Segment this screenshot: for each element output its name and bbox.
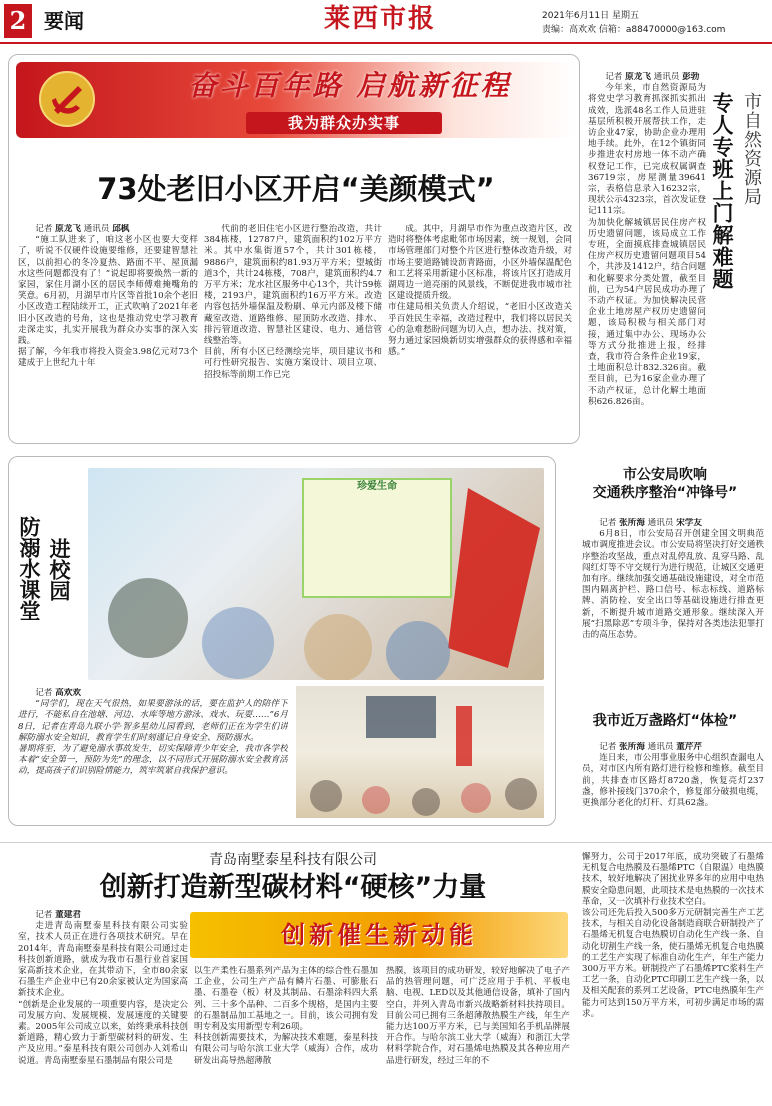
article6-company: 青岛南墅泰星科技有限公司: [209, 852, 377, 868]
article6-text-col2: 以生产柔性石墨系列产品为主体的综合性石墨加工企业，公司生产产品有鳞片石墨、可膨胀石墨、石墨卷（板）材及其制品、石墨涂料四大系列、三十多个品种、二百多个规格，是国内主要的石墨制品加工基地之一。目前，该公司拥有发明专利及实用新型专利26项。 科技创新需要技术，为解决技术难题，泰星科技有限公司与哈尔滨工业大学（威海）合作，成功研发出高导热超薄散: [194, 966, 378, 1066]
article1-byline: 记者 原龙飞 通讯员 邱枫: [35, 224, 130, 234]
article3-text: “同学们，现在天气很热，如果要游泳的话，要在监护人的陪伴下进行，不能私自在池塘、河边、水库等地方游泳、戏水、玩耍……”6月8日，记者在青岛九联小学·智多星幼儿园看到，老师们正在为学生们讲解防溺水安全知识，教育学生们时刻谨记自身安全、预防溺水。 暑期将至，为了避免溺水事故发生，切实保障青少年安全，我市各学校本着“安全第一，预防为先”的理念，以不同形式开展防溺水安全教育活动，提高孩子们识别险情能力，筑牢筑紧自我保护意识。: [18, 699, 288, 777]
article1-text-col2: 代前的老旧住宅小区进行整治改造，共计384栋楼，12787户，建筑面积约102万平方米。其中水集街道57个，共计301栋楼，9886户，建筑面积约81.93万平方米；望城街道3个，共计24栋楼，708户，建筑面积约4.7万平方米；龙水社区服务中心13个，共计59栋楼，2193户，建筑面积约16万平方米。改造内容包括外墙保温及粉刷、单元内部及楼下储藏室改造、道路维修、屋顶防水改造、排水、排污管道改造、智慧社区建设、电力、通信管线整治等。 目前，所有小区已经测绘完毕，项目建议书和可行性研究报告、实施方案设计、项目立项、招投标等前期工作已完: [204, 224, 382, 380]
party-emblem-icon: [38, 70, 96, 128]
page-header: [0, 0, 772, 44]
article5-headline: 我市近万盏路灯“体检”: [592, 713, 738, 729]
header-rule: [0, 42, 772, 44]
article3-headline-line2: 防溺水课堂: [17, 516, 41, 621]
article4-headline-line2: 交通秩序整治“冲锋号”: [592, 485, 738, 501]
banner-sub-box: [246, 112, 442, 134]
article6-text-col3: 热膜，该项目的成功研发，较好地解决了电子产品的热管理问题，可广泛应用于手机、平板电脑、电视、LED以及其他通信设备，填补了国内空白，并列入青岛市新兴战略新材料扶持项目。目前公司已拥有三条超薄散热膜生产线，年生产能力达100万平方米，已与美国知名手机品牌展开合作。与哈尔滨工业大学（威海）和浙江大学材料学院合作，对石墨烯电热膜及其各种应用产品进行研发，经过三年的不: [386, 966, 570, 1066]
teaching-photo: [296, 686, 544, 818]
article4-text: 6月8日，市公安局召开创建全国文明典范城市调度推进会议。市公安局将坚决打好交通秩序整治攻坚战，重点对乱停乱放、乱穿马路、乱闯红灯等不守交规行为进行规范，让城区交通更加有序。继续加强交通基础设施建设，对全市范围内隔离护栏、路口信号、标志标线、道路标牌、消防栓、安全出口等基础设施进行排查更新，不断提升城市道路交通形象。继续深入开展“扫黑除恶”专项斗争，保持对各类违法犯罪打击的高压态势。: [582, 529, 764, 641]
article6-byline: 记者 董建君: [35, 910, 81, 920]
article4-body: [582, 518, 764, 708]
innovation-banner-text: 创新催生新动能: [281, 921, 477, 949]
article3-headline-line1: 进校园: [47, 538, 71, 601]
innovation-banner: [190, 912, 568, 958]
article2-text: 今年来，市自然资源局为将党史学习教育抓深抓实抓出成效，选派48名工作人员进驻基层所积极开展帮扶工作，走访企业47家，协助企业办理用地手续。此外，在12个镇街同步推进农村房地一体不动产确权登记工作，已完成权属调查36719宗，房屋测量39641宗，表格信息录入16232宗，现状公示4323宗，首次发证登记111宗。 为加快化解城镇居民住房产权历史遗留问题，该局成立工作专班，全面摸底排查城镇居民住房产权历史遗留问题项目54个，共涉及1412户，结合问题和化解要求分类处置，截至目前，已为54户居民成功办理了不动产权证。为加快解决民营企业土地房屋产权历史遗留问题，该局积极与相关部门对接，通过集中办公、现场办公等方式分批推进上报，经排查，我市符合条件企业19家，土地面积总计832.326亩。截至目前，已为16家企业办理了不动产权证，总计化解土地面积626.826亩。: [588, 83, 706, 407]
page-number: 2: [9, 6, 27, 35]
article5-byline: 记者 张所海 通讯员 董芹芹: [599, 742, 702, 752]
article3-byline: 记者 高欢欢: [35, 688, 81, 698]
section-divider: [0, 842, 772, 843]
red-flag: [88, 468, 544, 680]
article1-headline: 73处老旧小区开启“美颜模式”: [97, 172, 495, 206]
article6-col1: [18, 910, 188, 1100]
article6-headline: 创新打造新型碳材料“硬核”力量: [99, 872, 487, 903]
article2-headline: 专人专班上门解难题: [710, 92, 734, 290]
header-date: 2021年6月11日 星期五: [542, 11, 639, 21]
article2-kicker: 市自然资源局: [741, 92, 762, 206]
article1-text-col1: “施工队进来了，咱这老小区也要大变样了，听说不仅硬件设施要维修，还要建智慧社区，以前担心的冬冷夏热、路面不平、屋顶漏水这些问题都没有了！”说起即将要焕然一新的家园，家住月湖小区的居民李师傅难掩嘴角的笑意。6月初，月湖早市片区等首批10余个老旧小区改造工程陆续开工，正式吹响了2021年老旧小区改造的号角，这也是推动党史学习教育走深走实，扎实开展我为群众办实事的深入实践。 据了解，今年我市将投入资金3.98亿元对73个建成于上世纪九十年: [18, 235, 198, 369]
article1-col1: [18, 224, 198, 436]
section-title: 要闻: [44, 9, 84, 33]
article2-byline: 记者 原龙飞 通讯员 彭勃: [605, 72, 700, 82]
article6-text-col1: 走进青岛南墅泰星科技有限公司实验室，技术人员正在进行各项技术研究。早在2014年，青岛南墅泰星科技有限公司通过走科技创新道路，就成为我市石墨行业首家国家高新技术企业，在其带动下，全市80余家石墨生产企业中已有20余家被认定为国家高新技术企业。 “创新是企业发展的一项重要内容，是决定公司发展方向、发展规模、发展速度的关键要素。2005年公司成立以来，始终秉承科技创新道路，精心致力于新型碳材料的研发、生产及应用。”泰星科技有限公司创办人刘希山说道。青岛南墅泰星石墨制品有限公司是: [18, 921, 188, 1066]
article4-headline-line1: 市公安局吹响: [623, 467, 707, 483]
article2-body: [588, 72, 706, 422]
poster-label: 珍爱生命: [357, 481, 397, 492]
party-banner: [16, 62, 576, 138]
article5-text: 连日来，市公用事业服务中心组织查漏电人员，对市区内所有路灯进行检修和维修。截至目前，共排查市区路灯8720盏，恢复亮灯237盏，修补接线门370余个，修复部分破损电缆，更换部分老化的灯杆、灯具62盏。: [582, 753, 764, 809]
page-number-box: [4, 4, 32, 38]
masthead: 莱西市报: [323, 4, 436, 34]
classroom-photo: [88, 468, 544, 680]
article5-body: [582, 742, 764, 834]
article6-text-col4: 懈努力，公司于2017年底，成功突破了石墨烯无机复合电热膜及石墨烯PTC（自限温）电热膜技术，较好地解决了困扰业界多年的应用中电热膜安全隐患问题，此项技术是电热膜的一次技术革命，又一次填补行业技术空白。 该公司还先后投入500多万元研制完善生产工艺技术，与相关自动化设备制造商联合研制投产了石墨烯无机复合电热膜切自动化生产线一条、自动化切割生产线一条，使石墨烯无机复合电热膜的工艺生产实现了标准自动化生产，年生产能力300万平方米。研制投产了石墨烯PTC浆料生产工艺一条，自动化PTC印刷工艺生产线一条，以及相关配套的系列工艺设备，PTC电热膜年生产能力可达到150万平方米，可初步满足市场的需求。: [582, 852, 764, 1019]
banner-slogan: 奋斗百年路 启航新征程: [188, 69, 512, 102]
article4-byline: 记者 张所海 通讯员 宋学友: [599, 518, 702, 528]
article1-text-col3: 成。其中，月湖早市作为重点改造片区，改造时将整体考虑毗邻市场因素，统一规划，会同市场管理部门对整个片区进行整体改造升级，对市场主要道路铺设沥青路面，小区外墙保温配色和工艺将采用新建小区标准，将该片区打造成月湖周边一道亮丽的风景线，不断促进我市城市社区建设提质升级。 市住建局相关负责人介绍说，“老旧小区改造关乎百姓民生幸福，改造过程中，我们将以居民关心的急难愁盼问题为切入点，想办法、找对策，努力通过家园焕新切实增强群众的获得感和幸福感。”: [388, 224, 572, 358]
header-editor: 责编：高欢欢 信箱：a88470000@163.com: [542, 25, 726, 35]
article3-body: [18, 688, 288, 820]
banner-sub: 我为群众办实事: [287, 114, 400, 132]
